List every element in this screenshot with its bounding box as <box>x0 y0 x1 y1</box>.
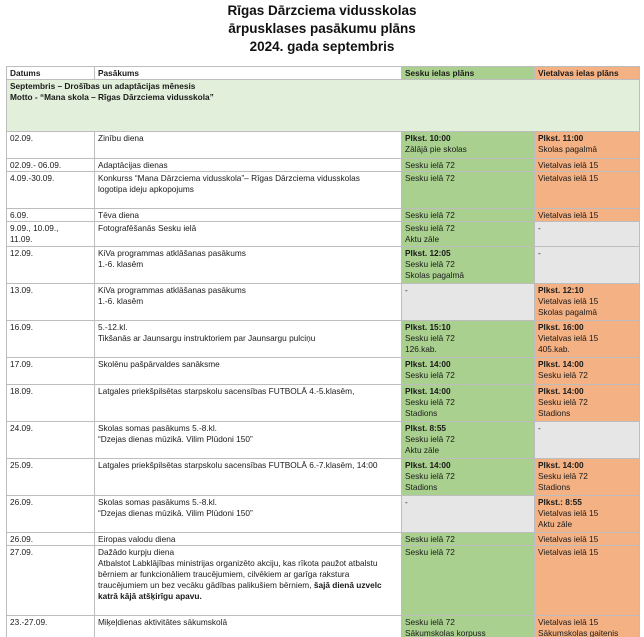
event-name <box>95 616 402 637</box>
header-date: Datums <box>7 67 95 80</box>
event-name <box>95 172 402 209</box>
header-vietalvas: Vietalvas ielas plāns <box>535 67 640 80</box>
table-row <box>7 533 640 546</box>
event-location: Stadions <box>538 482 571 492</box>
event-location: Stadions <box>538 408 571 418</box>
event-date <box>7 159 95 172</box>
event-location: Skolas pagalmā <box>538 307 598 317</box>
table-row <box>7 422 640 459</box>
event-location: - <box>538 248 541 258</box>
event-date-line: 11.09. <box>10 234 33 244</box>
event-name <box>95 496 402 533</box>
event-location: Vietalvas ielā 15 <box>538 547 599 557</box>
event-name-line: Fotografēšanās Sesku ielā <box>98 223 197 233</box>
sesku-plan <box>402 616 535 637</box>
event-date <box>7 222 95 247</box>
sesku-plan <box>402 358 535 385</box>
table-row <box>7 385 640 422</box>
event-name-line: 5.-12.kl. <box>98 322 128 332</box>
vietalvas-plan <box>535 533 640 546</box>
event-description-text: Atbalstot Labklājības ministrijas organizēto akciju, kas rīkota paužot atbalstu bērniem ar funkcionāliem traucējumiem, cilvēkiem ar garīga rakstura traucējumiem un bez vecāku gādības palikušiem bērniem, <box>98 558 378 590</box>
sesku-plan <box>402 172 535 209</box>
event-location: Sesku ielā 72 <box>405 617 455 627</box>
event-location: 405.kab. <box>538 344 570 354</box>
event-name <box>95 385 402 422</box>
event-date <box>7 284 95 321</box>
event-time: Plkst. 12:05 <box>405 248 451 258</box>
event-name-line: Tēva diena <box>98 210 140 220</box>
event-location: Vietalvas ielā 15 <box>538 333 599 343</box>
event-location: Sākumskolas gaitenis <box>538 628 619 637</box>
sesku-plan <box>402 385 535 422</box>
event-location: Sesku ielā 72 <box>538 370 588 380</box>
event-date <box>7 321 95 358</box>
event-time: Plkst. 14:00 <box>405 359 451 369</box>
event-name-line: Dažādo kurpju diena <box>98 547 175 557</box>
vietalvas-plan <box>535 321 640 358</box>
events-table <box>6 66 640 637</box>
event-name-line: KiVa programmas atklāšanas pasākums <box>98 248 246 258</box>
event-date-line: 4.09.-30.09. <box>10 173 55 183</box>
event-date <box>7 172 95 209</box>
event-date <box>7 422 95 459</box>
event-name-line: Skolas somas pasākums 5.-8.kl. <box>98 423 217 433</box>
table-row <box>7 616 640 637</box>
event-location: Sesku ielā 72 <box>405 333 455 343</box>
event-location: Sesku ielā 72 <box>405 471 455 481</box>
event-location: Sesku ielā 72 <box>538 397 588 407</box>
month-theme: Septembris – Drošības un adaptācijas mēnesis <box>10 81 196 91</box>
table-row <box>7 321 640 358</box>
vietalvas-plan <box>535 284 640 321</box>
event-name <box>95 222 402 247</box>
event-name-line: Adaptācijas dienas <box>98 160 168 170</box>
table-row <box>7 132 640 159</box>
event-date-line: 02.09. <box>10 133 34 143</box>
table-row <box>7 358 640 385</box>
event-name-line: Skolēnu pašpārvaldes sanāksme <box>98 359 220 369</box>
table-row <box>7 172 640 209</box>
event-name <box>95 132 402 159</box>
event-location: Skolas pagalmā <box>405 270 465 280</box>
event-date-line: 16.09. <box>10 322 34 332</box>
event-location: - <box>538 423 541 433</box>
event-date-line: 12.09. <box>10 248 34 258</box>
event-date <box>7 209 95 222</box>
event-name-line: KiVa programmas atklāšanas pasākums <box>98 285 246 295</box>
event-date-line: 24.09. <box>10 423 34 433</box>
event-location: 126.kab. <box>405 344 437 354</box>
event-name-line: 1.-6. klasēm <box>98 259 144 269</box>
vietalvas-plan <box>535 247 640 284</box>
event-time: Plkst. 16:00 <box>538 322 584 332</box>
event-name <box>95 321 402 358</box>
table-row <box>7 209 640 222</box>
table-row <box>7 247 640 284</box>
sesku-plan <box>402 284 535 321</box>
event-location: Sesku ielā 72 <box>405 173 455 183</box>
event-location: Sesku ielā 72 <box>405 397 455 407</box>
event-date <box>7 385 95 422</box>
event-date <box>7 496 95 533</box>
event-time: Plkst. 14:00 <box>538 460 584 470</box>
event-name-line: Konkurss “Mana Dārzciema vidusskola”– Rīgas Dārzciema vidusskolas <box>98 173 360 183</box>
event-location: Stadions <box>405 482 438 492</box>
event-date-line: 26.09. <box>10 497 34 507</box>
table-row <box>7 546 640 616</box>
event-date-line: 02.09.- 06.09. <box>10 160 62 170</box>
event-date <box>7 546 95 616</box>
event-location: Zālājā pie skolas <box>405 144 467 154</box>
event-date-line: 26.09. <box>10 534 34 544</box>
event-location: Sesku ielā 72 <box>405 534 455 544</box>
month-row <box>7 80 640 132</box>
event-name-line: “Dzejas dienas mūzikā. Vilim Plūdoni 150” <box>98 434 253 444</box>
event-description <box>98 558 398 602</box>
event-time: Plkst. 10:00 <box>405 133 451 143</box>
event-date <box>7 132 95 159</box>
sesku-plan <box>402 546 535 616</box>
event-name-line: Skolas somas pasākums 5.-8.kl. <box>98 497 217 507</box>
event-location: Sesku ielā 72 <box>405 259 455 269</box>
event-time: Plkst. 14:00 <box>538 359 584 369</box>
event-location: Sesku ielā 72 <box>405 223 455 233</box>
vietalvas-plan <box>535 222 640 247</box>
event-location: Vietalvas ielā 15 <box>538 296 599 306</box>
event-time: Plkst. 8:55 <box>405 423 447 433</box>
table-row <box>7 459 640 496</box>
header-sesku: Sesku ielas plāns <box>402 67 535 80</box>
event-name <box>95 546 402 616</box>
sesku-plan <box>402 422 535 459</box>
month-motto: Motto - “Mana skola – Rīgas Dārzciema vidusskola” <box>10 92 214 102</box>
event-name-line: Miķeļdienas aktivitātes sākumskolā <box>98 617 228 627</box>
event-name <box>95 422 402 459</box>
vietalvas-plan <box>535 385 640 422</box>
event-date-line: 9.09., 10.09., <box>10 223 59 233</box>
event-name <box>95 358 402 385</box>
event-name <box>95 533 402 546</box>
event-location: Sesku ielā 72 <box>405 210 455 220</box>
table-header-row <box>7 67 640 80</box>
event-date-line: 25.09. <box>10 460 34 470</box>
sesku-plan <box>402 459 535 496</box>
event-location: - <box>405 497 408 507</box>
event-location: - <box>538 223 541 233</box>
vietalvas-plan <box>535 422 640 459</box>
sesku-plan <box>402 321 535 358</box>
event-time: Plkst. 15:10 <box>405 322 451 332</box>
vietalvas-plan <box>535 616 640 637</box>
vietalvas-plan <box>535 132 640 159</box>
event-location: Sesku ielā 72 <box>405 547 455 557</box>
vietalvas-plan <box>535 459 640 496</box>
event-location: Vietalvas ielā 15 <box>538 210 599 220</box>
vietalvas-plan <box>535 159 640 172</box>
sesku-plan <box>402 159 535 172</box>
event-name <box>95 159 402 172</box>
event-location: Sesku ielā 72 <box>538 471 588 481</box>
event-time: Plkst. 11:00 <box>538 133 584 143</box>
event-date-line: 13.09. <box>10 285 34 295</box>
event-name <box>95 284 402 321</box>
event-date-line: 27.09. <box>10 547 34 557</box>
event-location: Vietalvas ielā 15 <box>538 160 599 170</box>
vietalvas-plan <box>535 358 640 385</box>
table-row <box>7 496 640 533</box>
vietalvas-plan <box>535 172 640 209</box>
event-name-line: Zinību diena <box>98 133 144 143</box>
header-event: Pasākums <box>95 67 402 80</box>
event-date-line: 17.09. <box>10 359 34 369</box>
sesku-plan <box>402 533 535 546</box>
event-location: Aktu zāle <box>405 445 440 455</box>
event-date <box>7 616 95 637</box>
event-name-line: Eiropas valodu diena <box>98 534 176 544</box>
event-date-line: 18.09. <box>10 386 34 396</box>
event-date <box>7 459 95 496</box>
event-description-emphasis: šajā dienā uzvelc katrā kājā atšķirīgu apavu. <box>98 580 382 601</box>
event-date-line: 6.09. <box>10 210 29 220</box>
event-name <box>95 247 402 284</box>
vietalvas-plan <box>535 496 640 533</box>
title-school: Rīgas Dārzciema vidusskolas <box>227 3 417 18</box>
sesku-plan <box>402 247 535 284</box>
event-location: Sesku ielā 72 <box>405 434 455 444</box>
event-name-line: Tikšanās ar Jaunsargu instruktoriem par Jaunsargu pulciņu <box>98 333 316 343</box>
event-location: Sesku ielā 72 <box>405 370 455 380</box>
event-date-line: 23.-27.09. <box>10 617 48 627</box>
event-name-line: Latgales priekšpilsētas starpskolu sacensības FUTBOLĀ 4.-5.klasēm, <box>98 386 355 396</box>
vietalvas-plan <box>535 546 640 616</box>
document-title <box>0 2 644 56</box>
sesku-plan <box>402 209 535 222</box>
event-location: Sesku ielā 72 <box>405 160 455 170</box>
event-location: - <box>405 285 408 295</box>
table-row <box>7 222 640 247</box>
event-name-line: logotipa ideju apkopojums <box>98 184 194 194</box>
event-location: Sākumskolas korpuss <box>405 628 486 637</box>
event-location: Vietalvas ielā 15 <box>538 173 599 183</box>
event-location: Vietalvas ielā 15 <box>538 617 599 627</box>
sesku-plan <box>402 132 535 159</box>
event-time: Plkst. 12:10 <box>538 285 584 295</box>
event-time: Plkst.: 8:55 <box>538 497 582 507</box>
title-period: 2024. gada septembris <box>249 39 395 54</box>
event-location: Stadions <box>405 408 438 418</box>
event-date <box>7 358 95 385</box>
event-name-line: Latgales priekšpilsētas starpskolu sacensības FUTBOLĀ 6.-7.klasēm, 14:00 <box>98 460 378 470</box>
event-location: Vietalvas ielā 15 <box>538 534 599 544</box>
event-location: Aktu zāle <box>538 519 573 529</box>
event-date <box>7 533 95 546</box>
title-plan: ārpusklases pasākumu plāns <box>228 21 416 36</box>
event-time: Plkst. 14:00 <box>405 386 451 396</box>
event-location: Aktu zāle <box>405 234 440 244</box>
event-name-line: 1.-6. klasēm <box>98 296 144 306</box>
event-date <box>7 247 95 284</box>
event-time: Plkst. 14:00 <box>538 386 584 396</box>
event-name <box>95 459 402 496</box>
sesku-plan <box>402 496 535 533</box>
event-name <box>95 209 402 222</box>
event-time: Plkst. 14:00 <box>405 460 451 470</box>
table-row <box>7 284 640 321</box>
month-banner <box>7 80 640 132</box>
event-name-line: “Dzejas dienas mūzikā. Vilim Plūdoni 150” <box>98 508 253 518</box>
event-location: Vietalvas ielā 15 <box>538 508 599 518</box>
table-row <box>7 159 640 172</box>
event-location: Skolas pagalmā <box>538 144 598 154</box>
vietalvas-plan <box>535 209 640 222</box>
sesku-plan <box>402 222 535 247</box>
